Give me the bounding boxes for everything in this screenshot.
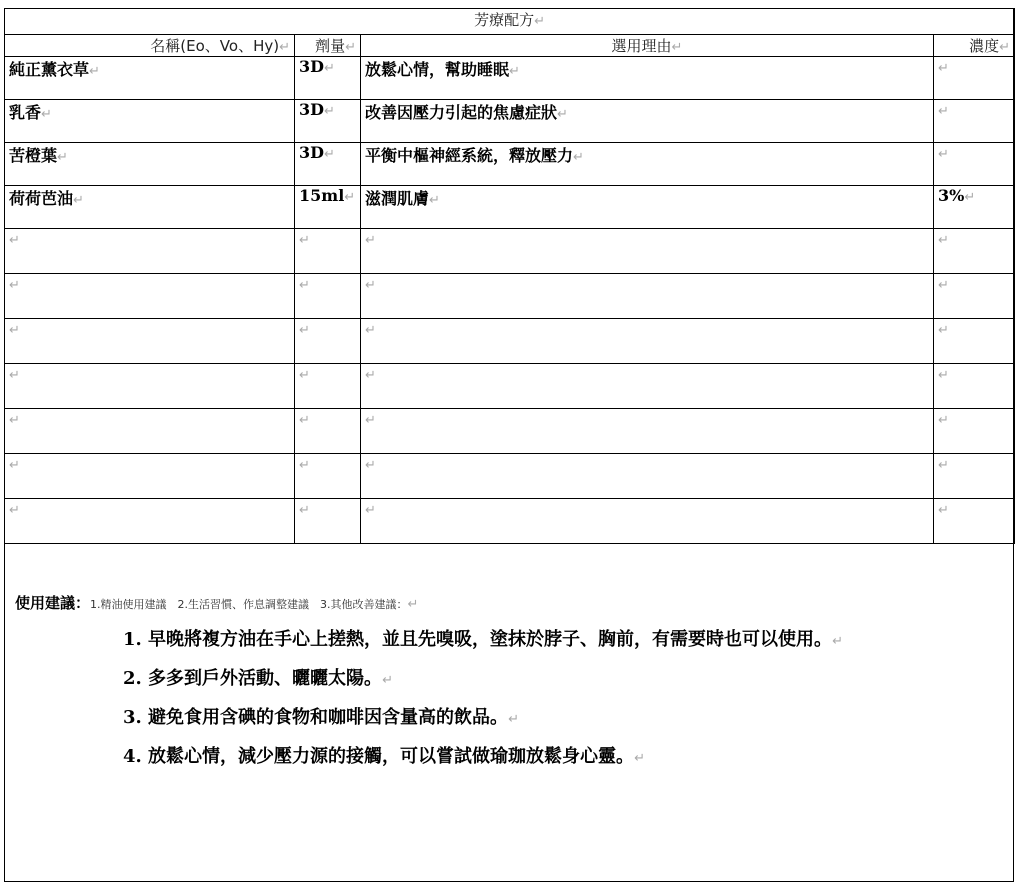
dose-value: 15ml	[299, 186, 345, 205]
paragraph-mark: ↵	[89, 64, 100, 79]
empty-cell	[295, 409, 361, 454]
paragraph-mark: ↵	[324, 61, 335, 76]
advice-item	[123, 738, 1021, 777]
paragraph-mark: ↵	[299, 278, 310, 293]
cell-reason	[361, 143, 934, 186]
paragraph-mark: ↵	[9, 458, 20, 473]
recipe-table	[4, 8, 1015, 544]
name-value: 純正薰衣草	[9, 60, 90, 79]
paragraph-mark: ↵	[57, 150, 68, 165]
empty-cell	[934, 274, 1015, 319]
empty-cell	[295, 319, 361, 364]
paragraph-mark: ↵	[9, 368, 20, 383]
reason-value: 平衡中樞神經系統，釋放壓力	[365, 146, 574, 165]
advice-item	[123, 660, 1021, 699]
paragraph-mark: ↵	[573, 150, 584, 165]
paragraph-mark: ↵	[365, 458, 376, 473]
cell-dose	[295, 100, 361, 143]
empty-cell	[5, 499, 295, 544]
reason-value: 滋潤肌膚	[365, 189, 430, 208]
empty-cell	[361, 274, 934, 319]
paragraph-mark: ↵	[345, 40, 356, 55]
paragraph-mark: ↵	[365, 323, 376, 338]
empty-cell	[295, 454, 361, 499]
table-row	[5, 186, 1015, 229]
paragraph-mark: ↵	[324, 104, 335, 119]
empty-row	[5, 364, 1015, 409]
paragraph-mark: ↵	[407, 597, 419, 612]
paragraph-mark: ↵	[9, 413, 20, 428]
paragraph-mark: ↵	[938, 458, 949, 473]
usage-advice	[15, 592, 1005, 777]
reason-value: 放鬆心情，幫助睡眠	[365, 60, 510, 79]
empty-cell	[934, 364, 1015, 409]
empty-cell	[934, 454, 1015, 499]
cell-reason	[361, 186, 934, 229]
paragraph-mark: ↵	[671, 40, 683, 55]
table-row	[5, 143, 1015, 186]
cell-conc	[934, 57, 1015, 100]
advice-item	[123, 699, 1021, 738]
col-header-dose: 劑量↵	[295, 35, 361, 57]
empty-cell	[5, 319, 295, 364]
empty-cell	[295, 364, 361, 409]
advice-heading	[15, 592, 1005, 613]
paragraph-mark: ↵	[365, 503, 376, 518]
cell-name	[5, 143, 295, 186]
empty-row	[5, 409, 1015, 454]
empty-cell	[934, 409, 1015, 454]
name-value: 乳香	[9, 103, 42, 122]
advice-text: 4. 放鬆心情，減少壓力源的接觸，可以嘗試做瑜珈放鬆身心靈。	[123, 746, 635, 767]
paragraph-mark: ↵	[938, 233, 949, 248]
empty-cell	[361, 409, 934, 454]
paragraph-mark: ↵	[9, 278, 20, 293]
empty-row	[5, 454, 1015, 499]
paragraph-mark: ↵	[299, 323, 310, 338]
empty-cell	[5, 274, 295, 319]
paragraph-mark: ↵	[938, 503, 949, 518]
advice-label: 使用建議：	[15, 594, 91, 612]
advice-text: 3. 避免食用含碘的食物和咖啡因含量高的飲品。	[123, 707, 509, 728]
cell-dose	[295, 186, 361, 229]
empty-row	[5, 499, 1015, 544]
paragraph-mark: ↵	[365, 368, 376, 383]
paragraph-mark: ↵	[938, 278, 949, 293]
cell-reason	[361, 100, 934, 143]
empty-cell	[934, 499, 1015, 544]
cell-dose	[295, 143, 361, 186]
paragraph-mark: ↵	[41, 107, 52, 122]
paragraph-mark: ↵	[938, 368, 949, 383]
cell-dose	[295, 57, 361, 100]
empty-cell	[295, 499, 361, 544]
paragraph-mark: ↵	[509, 64, 520, 79]
empty-cell	[361, 229, 934, 274]
paragraph-mark: ↵	[9, 233, 20, 248]
table-title-row	[5, 9, 1015, 35]
paragraph-mark: ↵	[382, 673, 393, 688]
column-header-row	[5, 35, 1015, 57]
paragraph-mark: ↵	[9, 323, 20, 338]
paragraph-mark: ↵	[365, 413, 376, 428]
empty-cell	[5, 364, 295, 409]
advice-list	[15, 621, 1005, 777]
empty-cell	[5, 409, 295, 454]
table-row	[5, 57, 1015, 100]
cell-conc	[934, 143, 1015, 186]
empty-cell	[361, 364, 934, 409]
paragraph-mark: ↵	[299, 368, 310, 383]
paragraph-mark: ↵	[9, 503, 20, 518]
paragraph-mark: ↵	[365, 233, 376, 248]
paragraph-mark: ↵	[73, 193, 84, 208]
empty-row	[5, 229, 1015, 274]
empty-cell	[934, 229, 1015, 274]
empty-cell	[5, 454, 295, 499]
empty-cell	[295, 229, 361, 274]
name-value: 苦橙葉	[9, 146, 58, 165]
paragraph-mark: ↵	[634, 751, 645, 766]
empty-cell	[361, 319, 934, 364]
paragraph-mark: ↵	[832, 634, 843, 649]
paragraph-mark: ↵	[299, 413, 310, 428]
paragraph-mark: ↵	[938, 413, 949, 428]
paragraph-mark: ↵	[299, 503, 310, 518]
cell-reason	[361, 57, 934, 100]
col-header-name: 名稱(Eo、Vo、Hy)↵	[5, 35, 295, 57]
empty-row	[5, 274, 1015, 319]
paragraph-mark: ↵	[938, 61, 949, 76]
empty-cell	[934, 319, 1015, 364]
recipe-document	[4, 8, 1014, 882]
col-header-reason: 選用理由↵	[361, 35, 934, 57]
table-row	[5, 100, 1015, 143]
reason-value: 改善因壓力引起的焦慮症狀	[365, 103, 558, 122]
conc-value: 3%	[938, 186, 965, 205]
table-title-cell	[5, 9, 1015, 35]
paragraph-mark: ↵	[557, 107, 568, 122]
empty-cell	[361, 454, 934, 499]
paragraph-mark: ↵	[938, 147, 949, 162]
paragraph-mark: ↵	[534, 14, 545, 29]
cell-conc	[934, 186, 1015, 229]
paragraph-mark: ↵	[938, 104, 949, 119]
dose-value: 3D	[299, 100, 325, 119]
name-value: 荷荷芭油	[9, 189, 74, 208]
dose-value: 3D	[299, 57, 325, 76]
advice-text: 2. 多多到戶外活動、曬曬太陽。	[123, 668, 383, 689]
advice-subtitle: 1.精油使用建議 2.生活習慣、作息調整建議 3.其他改善建議：	[90, 598, 408, 611]
paragraph-mark: ↵	[938, 323, 949, 338]
paragraph-mark: ↵	[365, 278, 376, 293]
paragraph-mark: ↵	[299, 233, 310, 248]
paragraph-mark: ↵	[299, 458, 310, 473]
table-title: 芳療配方	[474, 11, 535, 29]
advice-item	[123, 621, 1021, 660]
paragraph-mark: ↵	[279, 40, 290, 55]
col-header-conc: 濃度↵	[934, 35, 1015, 57]
cell-name	[5, 100, 295, 143]
paragraph-mark: ↵	[344, 190, 356, 205]
empty-cell	[5, 229, 295, 274]
empty-row	[5, 319, 1015, 364]
dose-value: 3D	[299, 143, 325, 162]
cell-conc	[934, 100, 1015, 143]
paragraph-mark: ↵	[429, 193, 440, 208]
paragraph-mark: ↵	[964, 190, 976, 205]
advice-text: 1. 早晚將複方油在手心上搓熱，並且先嗅吸，塗抹於脖子、胸前，有需要時也可以使用。	[123, 629, 833, 650]
empty-cell	[361, 499, 934, 544]
cell-name	[5, 57, 295, 100]
cell-name	[5, 186, 295, 229]
paragraph-mark: ↵	[999, 40, 1011, 55]
empty-cell	[295, 274, 361, 319]
table-body	[5, 57, 1015, 544]
paragraph-mark: ↵	[324, 147, 335, 162]
paragraph-mark: ↵	[508, 712, 519, 727]
